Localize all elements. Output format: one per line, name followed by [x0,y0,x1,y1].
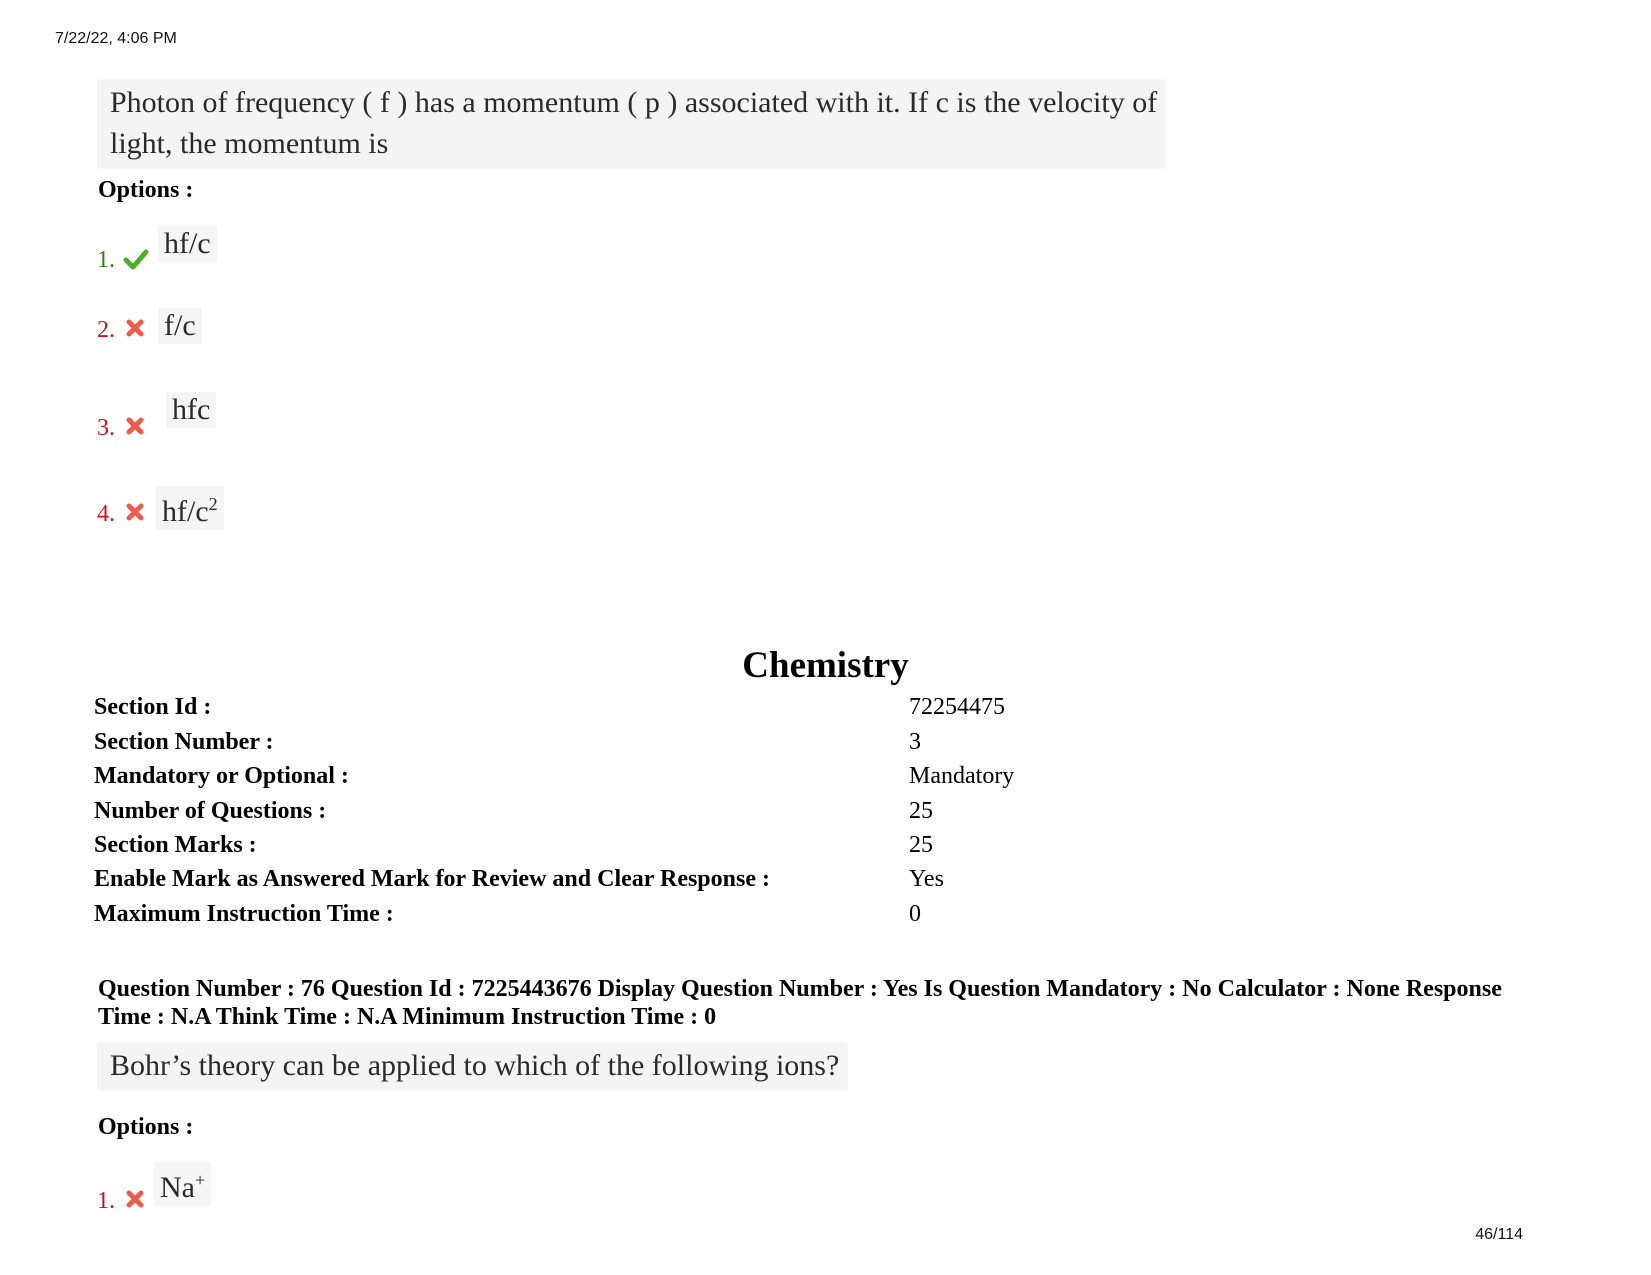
option-number: 2. [97,317,115,343]
section-info-value: 3 [909,729,921,755]
options-label: Options : [98,1114,194,1140]
option-number: 1. [97,1188,115,1214]
cross-icon [123,1187,149,1213]
section-title: Chemistry [742,645,909,686]
section-info-row [94,694,1194,728]
cross-icon [123,500,149,526]
option-value-image [154,1162,211,1206]
section-info-key: Mandatory or Optional : [94,763,349,789]
section-info-key: Section Marks : [94,832,257,858]
question-metadata-line: Time : N.A Think Time : N.A Minimum Instruction Time : 0 [98,1004,717,1030]
option-value-superscript: + [194,1170,206,1190]
option-row [97,500,149,528]
option-number: 1. [97,247,115,273]
section-info-key: Section Number : [94,729,274,755]
section-info-row [94,901,1194,935]
question-text-image: Bohr’s theory can be applied to which of the following ions? [98,1043,847,1090]
section-info-key: Number of Questions : [94,798,327,824]
option-value-image: hfc [166,392,216,428]
option-row [97,316,149,344]
option-number: 3. [97,415,115,441]
section-info-value: 25 [909,832,933,858]
question-text-line: light, the momentum is [110,127,389,160]
option-value-image: f/c [158,308,202,344]
section-info-value: Mandatory [909,763,1015,789]
section-info-key: Enable Mark as Answered Mark for Review and Clear Response : [94,866,770,892]
page-number: 46/114 [1475,1226,1523,1243]
question-text-image [98,80,1165,168]
option-number: 4. [97,501,115,527]
section-info-row [94,798,1194,832]
section-info-row [94,832,1194,866]
section-info-key: Section Id : [94,694,212,720]
section-info-value: Yes [909,866,944,892]
check-icon [123,246,149,272]
question-metadata [98,975,1588,1031]
print-timestamp: 7/22/22, 4:06 PM [55,30,177,47]
section-info-value: 25 [909,798,933,824]
section-info-row [94,866,1194,900]
option-row [97,414,149,442]
option-row [97,1187,149,1215]
cross-icon [123,414,149,440]
option-row [97,246,149,274]
option-value-text: Na [160,1171,195,1204]
question-metadata-line: Question Number : 76 Question Id : 7225443676 Display Question Number : Yes Is Question Mandatory : No Calculator : None Response [98,976,1502,1002]
section-info-value: 0 [909,901,921,927]
cross-icon [123,316,149,342]
option-value-text: hf/c [162,495,209,528]
option-value-image: hf/c [158,226,217,262]
question-text-line: Photon of frequency ( f ) has a momentum ( p ) associated with it. If c is the velocity of [110,86,1158,119]
option-value-image [156,486,224,530]
section-info-row [94,763,1194,797]
option-value-superscript: 2 [208,494,218,514]
section-info-row [94,729,1194,763]
section-info-value: 72254475 [909,694,1005,720]
section-info-key: Maximum Instruction Time : [94,901,394,927]
options-label: Options : [98,177,194,203]
